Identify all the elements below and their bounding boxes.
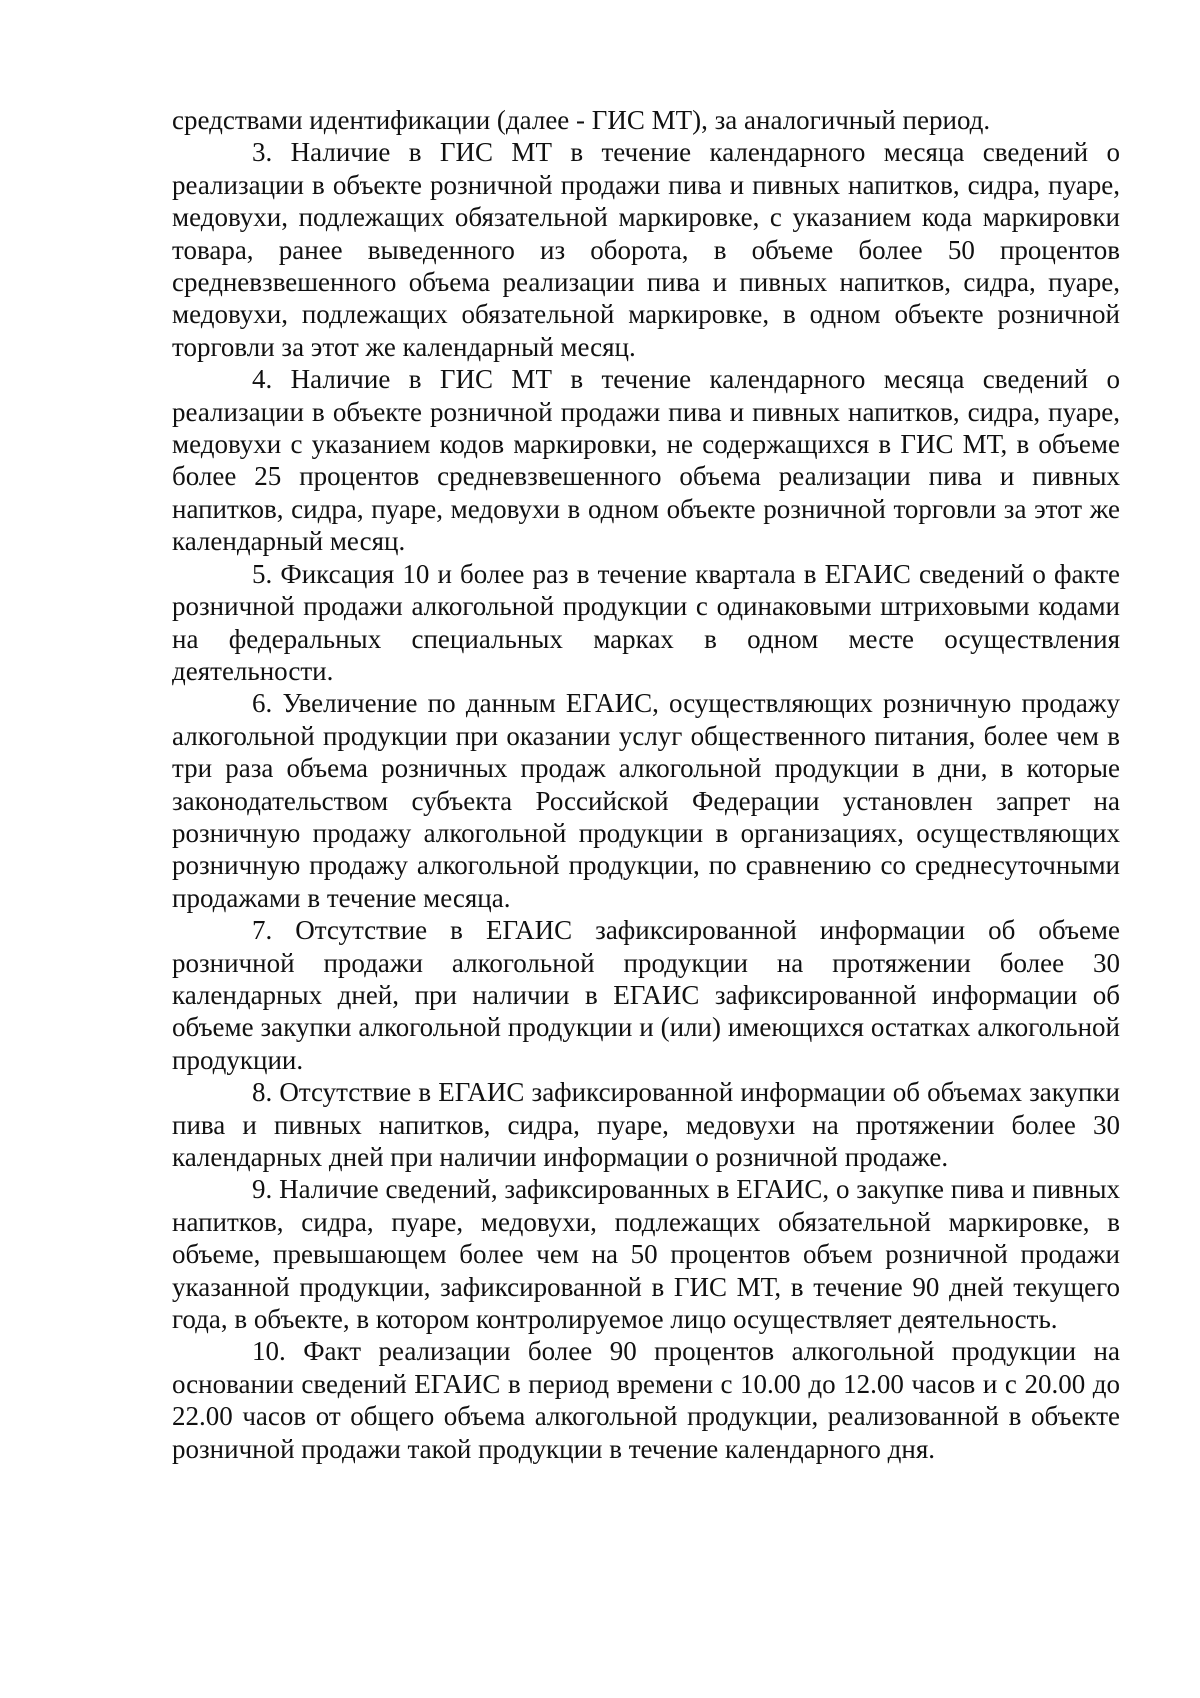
paragraph-item-3: 3. Наличие в ГИС МТ в течение календарного месяца сведений о реализации в объекте розничной продажи пива и пивных напитков, сидра, пуаре, медовухи, подлежащих обязательной маркировке, с указанием кода маркировки товара, ранее выведенного из оборота, в объеме более 50 процентов средневзвешенного объема реализации пива и пивных напитков, сидра, пуаре, медовухи, подлежащих обязательной маркировке, в одном объекте розничной торговли за этот же календарный месяц. [172,137,1120,362]
paragraph-item-5: 5. Фиксация 10 и более раз в течение квартала в ЕГАИС сведений о факте розничной продажи алкогольной продукции с одинаковыми штриховыми кодами на федеральных специальных марках в одном месте осуществления деятельности. [172,558,1120,686]
paragraph-item-10: 10. Факт реализации более 90 процентов алкогольной продукции на основании сведений ЕГАИС в период времени с 10.00 до 12.00 часов и с 20.00 до 22.00 часов от общего объема алкогольной продукции, реализованной в объекте розничной продажи такой продукции в течение календарного дня. [172,1336,1120,1464]
document-page [172,104,1120,1465]
paragraph-item-7: 7. Отсутствие в ЕГАИС зафиксированной информации об объеме розничной продажи алкогольной продукции на протяжении более 30 календарных дней, при наличии в ЕГАИС зафиксированной информации об объеме закупки алкогольной продукции и (или) имеющихся остатках алкогольной продукции. [172,915,1120,1075]
paragraph-item-9: 9. Наличие сведений, зафиксированных в ЕГАИС, о закупке пива и пивных напитков, сидра, пуаре, медовухи, подлежащих обязательной маркировке, в объеме, превышающем более чем на 50 процентов объем розничной продажи указанной продукции, зафиксированной в ГИС МТ, в течение 90 дней текущего года, в объекте, в котором контролируемое лицо осуществляет деятельность. [172,1174,1120,1335]
paragraph-continuation: средствами идентификации (далее - ГИС МТ), за аналогичный период. [172,105,991,135]
paragraph-item-4: 4. Наличие в ГИС МТ в течение календарного месяца сведений о реализации в объекте розничной продажи пива и пивных напитков, сидра, пуаре, медовухи с указанием кодов маркировки, не содержащихся в ГИС МТ, в объеме более 25 процентов средневзвешенного объема реализации пива и пивных напитков, сидра, пуаре, медовухи в одном объекте розничной торговли за этот же календарный месяц. [172,364,1120,557]
paragraph-item-6: 6. Увеличение по данным ЕГАИС, осуществляющих розничную продажу алкогольной продукции при оказании услуг общественного питания, более чем в три раза объема розничных продаж алкогольной продукции в дни, в которые законодательством субъекта Российской Федерации установлен запрет на розничную продажу алкогольной продукции в организациях, осуществляющих розничную продажу алкогольной продукции, по сравнению со среднесуточными продажами в течение месяца. [172,688,1120,913]
paragraph-item-8: 8. Отсутствие в ЕГАИС зафиксированной информации об объемах закупки пива и пивных напитков, сидра, пуаре, медовухи на протяжении более 30 календарных дней при наличии информации о розничной продаже. [172,1077,1120,1172]
